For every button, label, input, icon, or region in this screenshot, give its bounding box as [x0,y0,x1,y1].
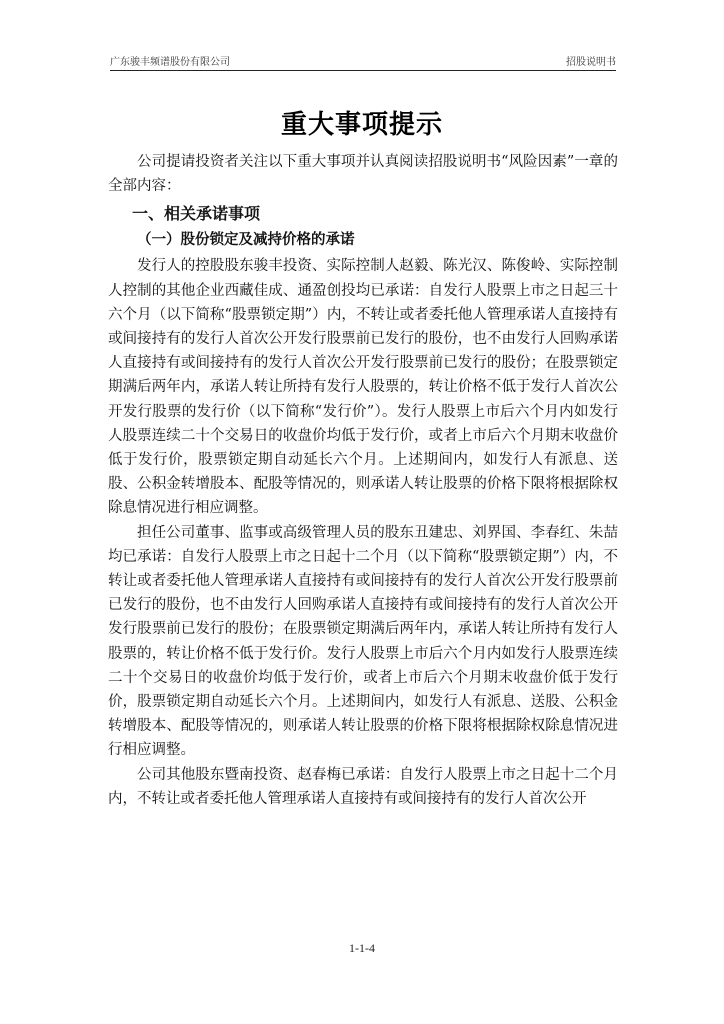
section-heading-commitments: 一、相关承诺事项 [132,204,261,224]
page-title: 重大事项提示 [280,110,443,140]
paragraph-controlling-shareholder-commitment: 发行人的控股股东骏丰投资、实际控制人赵毅、陈光汉、陈俊岭、实际控制人控制的其他企业西藏佳成、通盈创投均已承诺：自发行人股票上市之日起三十六个月（以下简称“股票锁定期”）内，不转让或者委托他人管理承诺人直接持有或间接持有的发行人首次公开发行股票前已发行的股份，也不由发行人回购承诺人直接持有或间接持有的发行人首次公开发行股票前已发行的股份；在股票锁定期满后两年内，承诺人转让所持有发行人股票的，转让价格不低于发行人首次公开发行股票的发行价（以下简称“发行价”）。发行人股票上市后六个月内如发行人股票连续二十个交易日的收盘价均低于发行价，或者上市后六个月期末收盘价低于发行价，股票锁定期自动延长六个月。上述期间内，如发行人有派息、送股、公积金转增股本、配股等情况的，则承诺人转让股票的价格下限将根据除权除息情况进行相应调整。 [108,258,618,517]
paragraph-director-shareholder-commitment: 担任公司董事、监事或高级管理人员的股东丑建忠、刘界国、李春红、朱喆均已承诺：自发行人股票上市之日起十二个月（以下简称“股票锁定期”）内，不转让或者委托他人管理承诺人直接持有或间接持有的发行人首次公开发行股票前已发行的股份，也不由发行人回购承诺人直接持有或间接持有的发行人首次公开发行股票前已发行的股份；在股票锁定期满后两年内，承诺人转让所持有发行人股票的，转让价格不低于发行价。发行人股票上市后六个月内如发行人股票连续二十个交易日的收盘价均低于发行价，或者上市后六个月期末收盘价低于发行价，股票锁定期自动延长六个月。上述期间内，如发行人有派息、送股、公积金转增股本、配股等情况的，则承诺人转让股票的价格下限将根据除权除息情况进行相应调整。 [108,524,618,759]
header-company-name: 广东骏丰频谱股份有限公司 [110,57,230,68]
paragraph-other-shareholder-commitment: 公司其他股东暨南投资、赵春梅已承诺：自发行人股票上市之日起十二个月内，不转让或者委托他人管理承诺人直接持有或间接持有的发行人首次公开 [108,766,618,807]
page-header [110,50,616,71]
page-number: 1-1-4 [349,941,375,955]
header-document-type: 招股说明书 [566,57,616,68]
document-body [108,150,618,811]
subsection-heading-share-lockup: （一）股份锁定及减持价格的承诺 [137,232,355,249]
intro-paragraph: 公司提请投资者关注以下重大事项并认真阅读招股说明书“风险因素”一章的全部内容： [108,154,618,195]
